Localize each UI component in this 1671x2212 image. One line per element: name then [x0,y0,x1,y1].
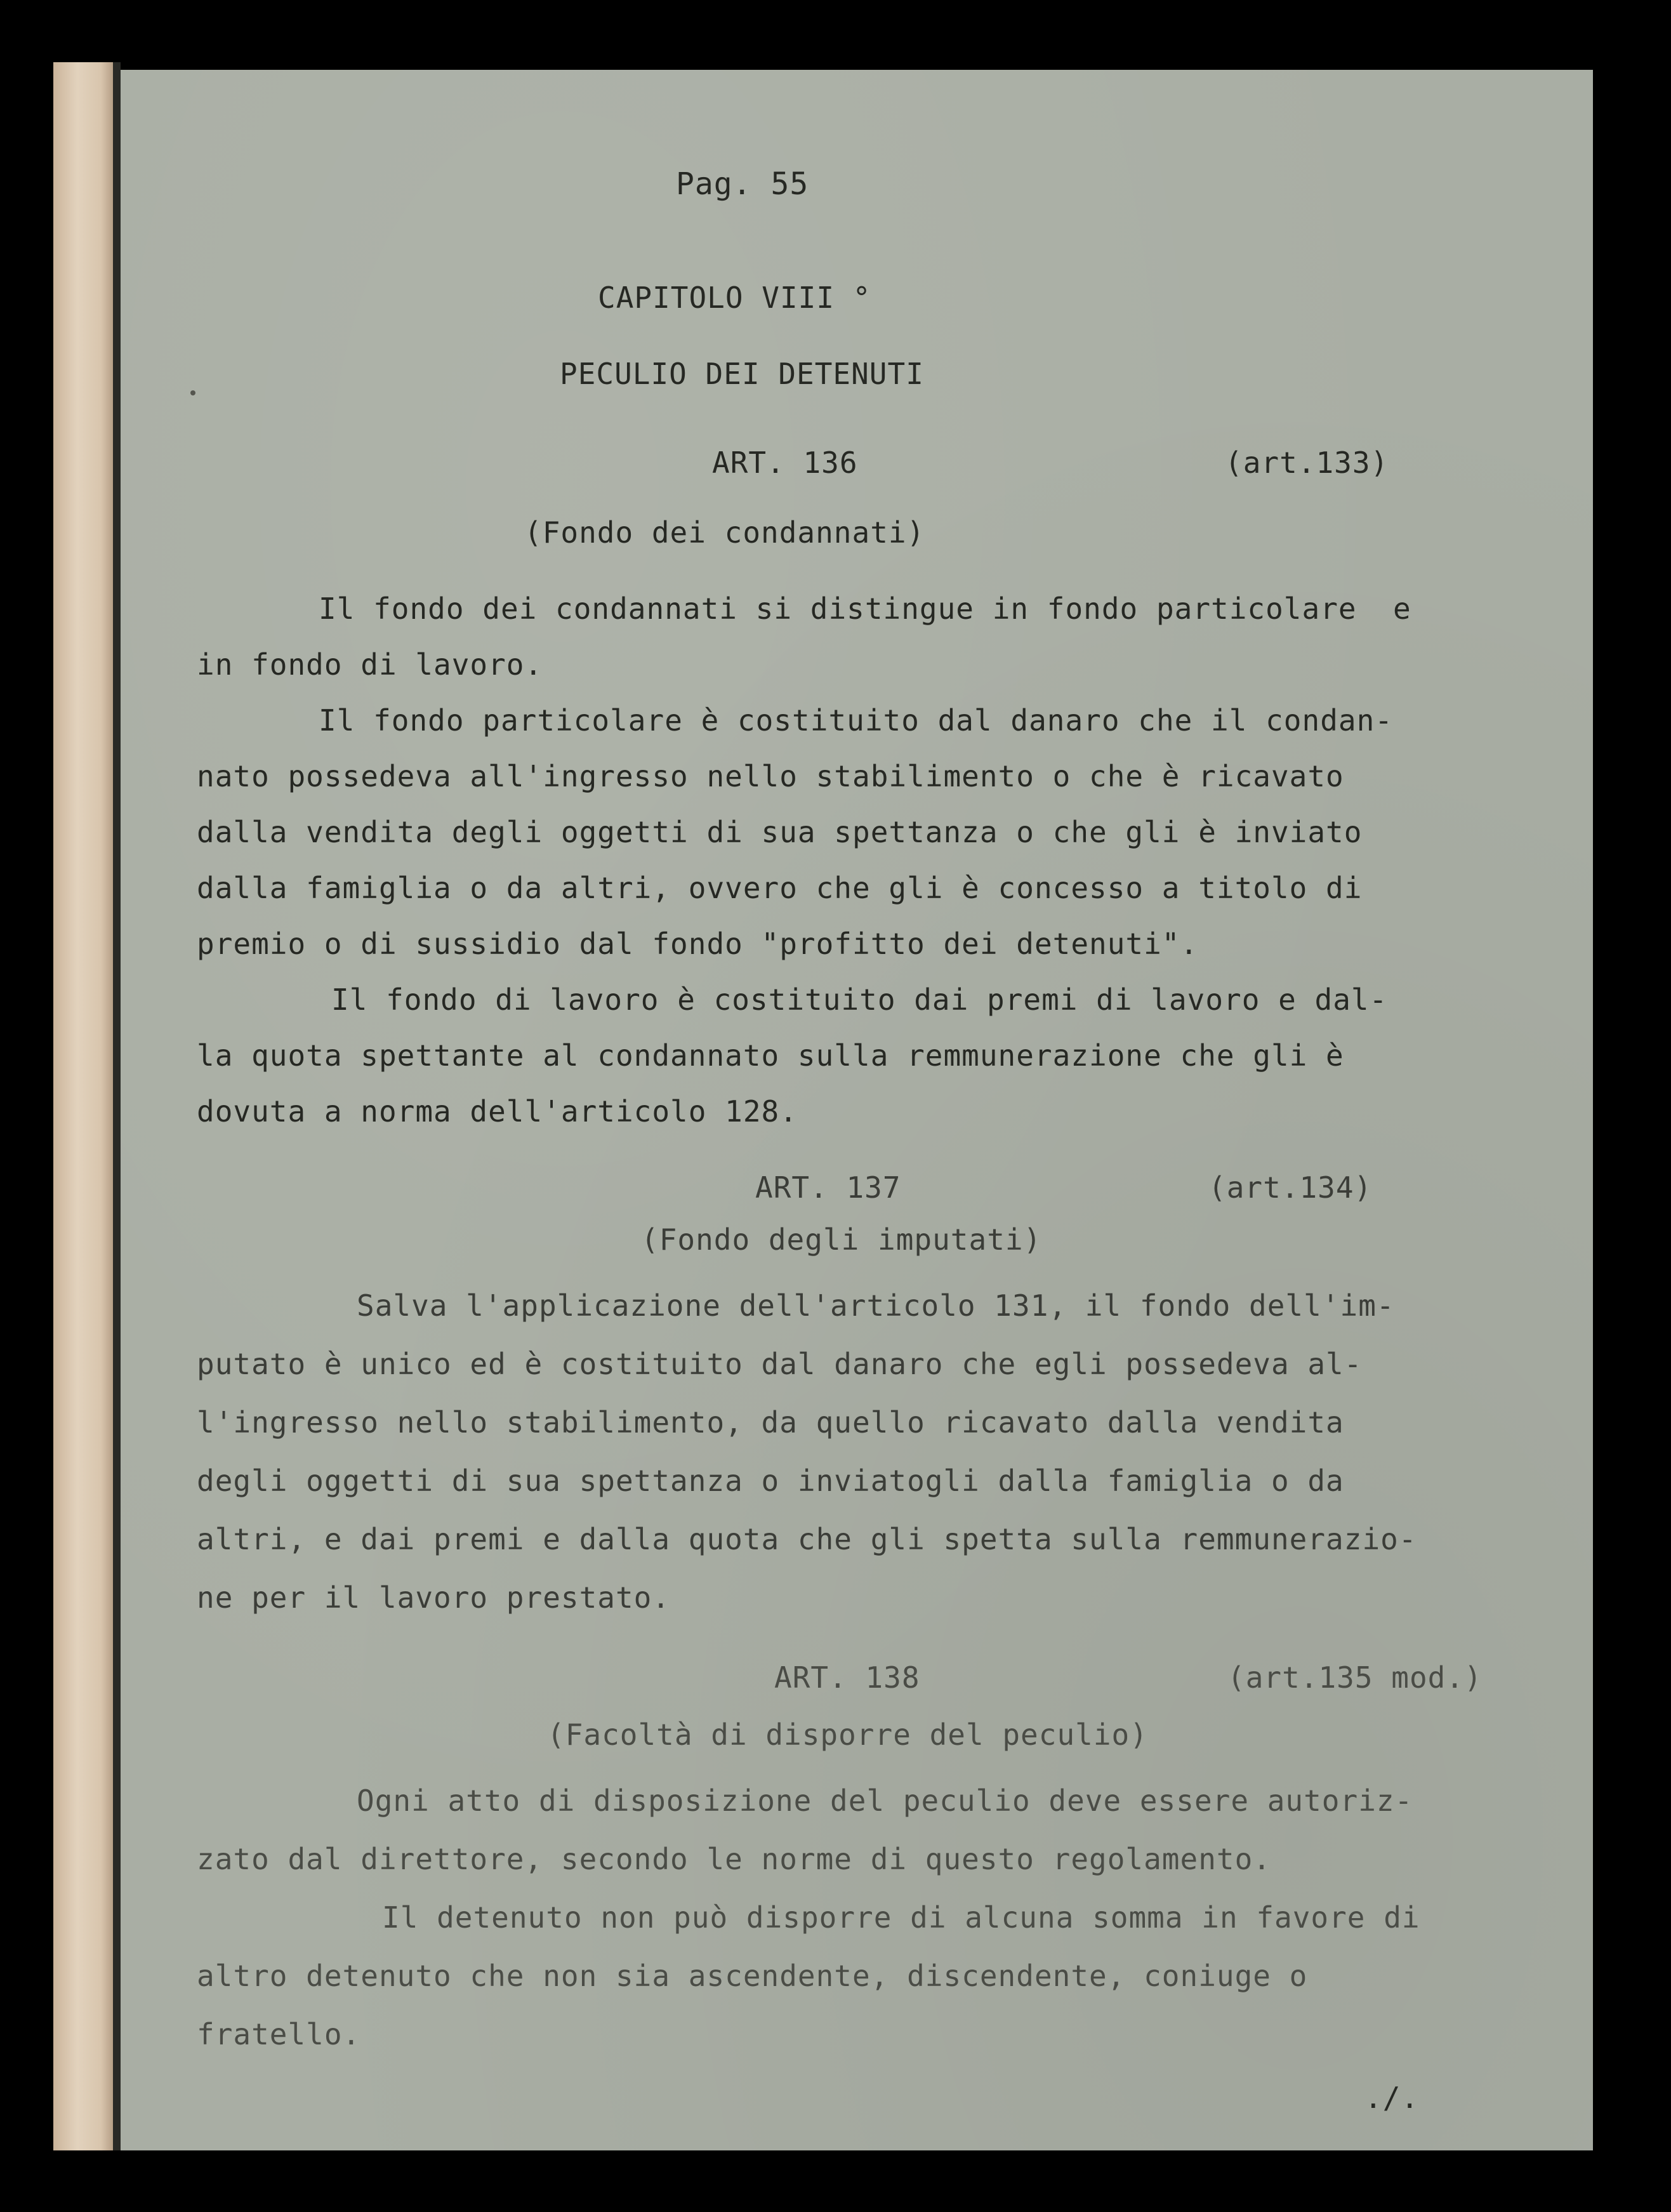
continuation-mark: ./. [1364,2081,1420,2115]
article-number: ART. 137 [755,1170,901,1205]
article-line: Il fondo particolare è costituito dal danaro che il condan- [319,703,1393,738]
article-heading: (Facoltà di disporre del peculio) [547,1718,1148,1752]
binding-shadow [113,62,121,2150]
article-line: Il fondo dei condannati si distingue in fondo particolare e [319,592,1411,626]
article-heading: (Fondo dei condannati) [524,515,925,550]
page-number: Pag. 55 [676,166,809,202]
article-reference: (art.134) [1208,1170,1373,1205]
article-line: ne per il lavoro prestato. [197,1580,671,1615]
article-line: Il detenuto non può disporre di alcuna somma in favore di [382,1900,1420,1935]
article-line: dovuta a norma dell'articolo 128. [197,1094,798,1129]
article-reference: (art.135 mod.) [1227,1660,1483,1695]
article-number: ART. 136 [712,446,858,480]
chapter-subtitle: PECULIO DEI DETENUTI [560,357,924,391]
article-reference: (art.133) [1225,446,1389,480]
article-line: altro detenuto che non sia ascendente, discendente, coniuge o [197,1959,1308,1993]
article-line: la quota spettante al condannato sulla remmunerazione che gli è [197,1038,1344,1073]
article-heading: (Fondo degli imputati) [641,1222,1042,1257]
article-line: altri, e dai premi e dalla quota che gli spetta sulla remmunerazio- [197,1522,1417,1556]
article-line: Salva l'applicazione dell'articolo 131, il fondo dell'im- [357,1288,1395,1323]
article-line: zato dal direttore, secondo le norme di questo regolamento. [197,1842,1271,1876]
article-line: degli oggetti di sua spettanza o inviatogli dalla famiglia o da [197,1464,1344,1498]
article-line: fratello. [197,2017,361,2051]
article-line: l'ingresso nello stabilimento, da quello ricavato dalla vendita [197,1405,1344,1440]
article-line: Il fondo di lavoro è costituito dai premi di lavoro e dal- [331,983,1388,1017]
typewritten-page [121,70,1593,2150]
chapter-title: CAPITOLO VIII ° [598,281,871,315]
punch-mark [190,390,195,395]
article-line: premio o di sussidio dal fondo "profitto dei detenuti". [197,927,1199,961]
article-line: nato possedeva all'ingresso nello stabilimento o che è ricavato [197,759,1344,793]
binding-spine [53,62,113,2150]
article-line: dalla vendita degli oggetti di sua spettanza o che gli è inviato [197,815,1363,849]
article-line: Ogni atto di disposizione del peculio deve essere autoriz- [357,1784,1413,1818]
article-number: ART. 138 [774,1660,920,1695]
article-line: putato è unico ed è costituito dal danaro che egli possedeva al- [197,1347,1363,1381]
article-line: in fondo di lavoro. [197,647,543,682]
article-line: dalla famiglia o da altri, ovvero che gli è concesso a titolo di [197,871,1363,905]
